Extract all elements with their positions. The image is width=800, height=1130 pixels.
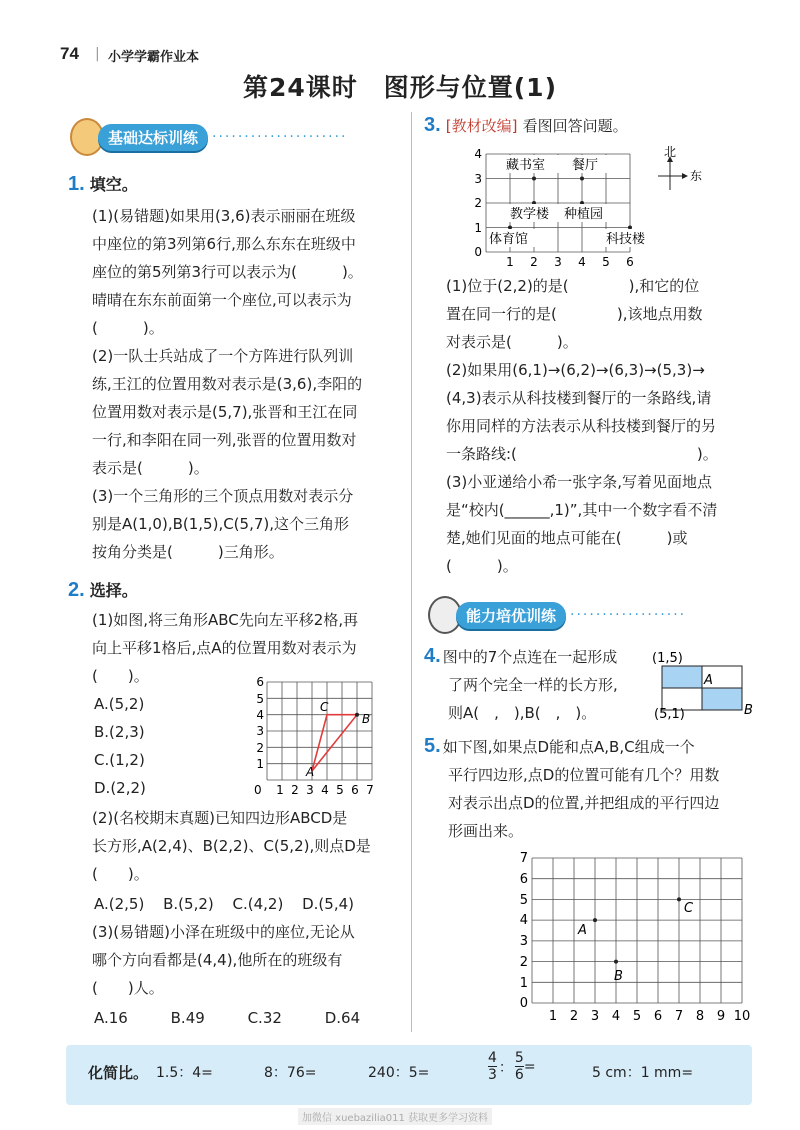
q5-line: 对表示出点D的位置,并把组成的平行四边 bbox=[448, 794, 720, 812]
tick: 5 bbox=[256, 692, 264, 706]
q1-title: 填空。 bbox=[89, 175, 138, 194]
section-advanced-dots: ·················· bbox=[570, 607, 687, 623]
section-basic-label: 基础达标训练 bbox=[98, 124, 208, 151]
tick: 1 bbox=[506, 255, 514, 269]
q2-number: 2. bbox=[68, 579, 85, 601]
q2-p3-option[interactable]: B.49 bbox=[170, 1009, 205, 1027]
tick: 4 bbox=[578, 255, 586, 269]
tick: 5 bbox=[602, 255, 610, 269]
section-advanced-label: 能力培优训练 bbox=[456, 602, 566, 629]
q5-number: 5. bbox=[424, 735, 441, 757]
q2-p3-option[interactable]: A.16 bbox=[94, 1009, 128, 1027]
footer-fraction-ratio bbox=[488, 1050, 536, 1083]
q2-p2-option[interactable]: D.(5,4) bbox=[302, 895, 354, 913]
q1-p3-line: 按角分类是( )三角形。 bbox=[92, 543, 284, 561]
tick: 1 bbox=[519, 976, 528, 991]
q4-fig-b: B bbox=[744, 703, 753, 718]
q3-tag: [教材改编] bbox=[445, 117, 518, 135]
point-c-dot bbox=[677, 897, 681, 901]
tick: 7 bbox=[519, 851, 528, 866]
q2-p1-option[interactable]: A.(5,2) bbox=[94, 695, 145, 713]
q2-p1-line: ( )。 bbox=[92, 667, 149, 685]
q5-line: 如下图,如果点D能和点A,B,C组成一个 bbox=[442, 738, 695, 756]
q2-p2-line: (2)(名校期末真题)已知四边形ABCD是 bbox=[92, 809, 348, 827]
q1-p1-line: 中座位的第3列第6行,那么东东在班级中 bbox=[92, 235, 356, 253]
place-tech-building: 科技楼 bbox=[606, 232, 646, 247]
footer-ratio-5: 5 cm：1 mm= bbox=[592, 1065, 694, 1081]
q4-number: 4. bbox=[424, 645, 441, 667]
q5-line: 形画出来。 bbox=[448, 822, 524, 840]
q3-p3-line: 是“校内(______,1)”,其中一个数字看不清 bbox=[446, 501, 718, 519]
q4-fig-a: A bbox=[704, 673, 713, 688]
q2-p2-line: 长方形,A(2,4)、B(2,2)、C(5,2),则点D是 bbox=[92, 837, 371, 855]
campus-map-figure bbox=[470, 142, 710, 270]
fraction-1-num: 4 bbox=[488, 1050, 497, 1066]
map-place-labels bbox=[487, 155, 660, 247]
q2-p2 bbox=[92, 804, 407, 888]
q3-title: 看图回答问题。 bbox=[522, 117, 628, 135]
tick: 5 bbox=[632, 1009, 642, 1024]
q1-p1-line: 座位的第5列第3行可以表示为( )。 bbox=[92, 263, 363, 281]
q2-p3-line: ( )人。 bbox=[92, 979, 164, 997]
fraction-2-num: 5 bbox=[514, 1050, 524, 1066]
q1-p2-line: 位置用数对表示是(5,7),张晋和王江在同 bbox=[92, 403, 358, 421]
grid1-label-c: C bbox=[320, 700, 329, 714]
tick: 2 bbox=[530, 255, 538, 269]
grid2-y-ticks bbox=[520, 851, 528, 1011]
q1-p3-line: (3)一个三角形的三个顶点用数对表示分 bbox=[92, 487, 354, 505]
tick: 5 bbox=[336, 783, 344, 796]
q2-p1-line: (1)如图,将三角形ABC先向左平移2格,再 bbox=[92, 611, 359, 629]
q5-line: 平行四边形,点D的位置可能有几个？用数 bbox=[448, 766, 720, 784]
column-divider bbox=[411, 112, 412, 1032]
tick: 3 bbox=[519, 934, 528, 949]
point-b-dot bbox=[614, 960, 618, 964]
place-teaching-building: 教学楼 bbox=[510, 207, 550, 222]
q1-heading bbox=[68, 172, 138, 196]
q2-p1-option[interactable]: C.(1,2) bbox=[94, 751, 145, 769]
q2-p3 bbox=[92, 918, 407, 1002]
q4-fig-p2: (5,1) bbox=[654, 707, 685, 720]
grid1-lines bbox=[267, 682, 372, 780]
tick: 6 bbox=[351, 783, 359, 796]
map-point bbox=[508, 226, 512, 230]
grid2-x-ticks bbox=[549, 1009, 750, 1024]
tick: 6 bbox=[626, 255, 634, 269]
q2-p1-option[interactable]: B.(2,3) bbox=[94, 723, 145, 741]
q3-p1-line: (1)位于(2,2)的是( ),和它的位 bbox=[446, 277, 700, 295]
tick: 7 bbox=[674, 1009, 684, 1024]
tick: 2 bbox=[569, 1009, 579, 1024]
header-separator: | bbox=[95, 46, 100, 62]
q2-p2-options bbox=[94, 890, 354, 918]
fraction-equals: = bbox=[523, 1058, 536, 1075]
tick: 4 bbox=[321, 783, 329, 796]
tick: 1 bbox=[474, 221, 482, 235]
compass-north: 北 bbox=[664, 145, 677, 159]
grid1-label-a: A bbox=[306, 765, 315, 779]
grid2-label-c: C bbox=[684, 901, 694, 916]
q2-p1-option[interactable]: D.(2,2) bbox=[94, 779, 146, 797]
tick: 6 bbox=[653, 1009, 663, 1024]
q4-body bbox=[424, 642, 654, 727]
q4-line: 图中的7个点连在一起形成 bbox=[442, 648, 618, 666]
q4-fig-p1: (1,5) bbox=[652, 651, 683, 666]
page-number: 74 bbox=[60, 44, 79, 63]
compass-icon bbox=[658, 145, 702, 190]
fraction-1 bbox=[488, 1050, 497, 1083]
point-b-dot bbox=[355, 713, 359, 717]
watermark: 加微信 xuebazilia011 获取更多学习资料 bbox=[298, 1108, 492, 1125]
map-y-ticks bbox=[474, 147, 482, 259]
fraction-separator: ： bbox=[498, 1059, 513, 1076]
map-point bbox=[628, 226, 632, 230]
q2-p1-line: 向上平移1格后,点A的位置用数对表示为 bbox=[92, 639, 357, 657]
q1-p2-line: (2)一队士兵站成了一个方阵进行队列训 bbox=[92, 347, 354, 365]
q3-p3-line: (3)小亚递给小希一张字条,写着见面地点 bbox=[446, 473, 713, 491]
q1-p2-line: 表示是( )。 bbox=[92, 459, 209, 477]
tick: 1 bbox=[276, 783, 284, 796]
q2-p2-option[interactable]: A.(2,5) bbox=[94, 895, 145, 913]
place-garden: 种植园 bbox=[564, 207, 604, 222]
triangle-grid-figure bbox=[252, 668, 387, 796]
q2-p3-option[interactable]: C.32 bbox=[247, 1009, 282, 1027]
tick: 3 bbox=[306, 783, 314, 796]
q2-p3-option[interactable]: D.64 bbox=[324, 1009, 361, 1027]
tick: 9 bbox=[716, 1009, 726, 1024]
fraction-2-den: 6 bbox=[514, 1067, 524, 1083]
q1-p2-line: 练,王江的位置用数对表示是(3,6),李阳的 bbox=[92, 375, 363, 393]
q3-p1-line: 对表示是( )。 bbox=[446, 333, 578, 351]
triangle-abc bbox=[312, 715, 357, 771]
grid2-lines bbox=[532, 858, 742, 1003]
tick: 1 bbox=[256, 757, 264, 771]
book-title: 小学学霸作业本 bbox=[108, 50, 200, 65]
q3-p3-line: 楚,她们见面的地点可能在( )或 bbox=[446, 529, 688, 547]
grid1-x-ticks bbox=[254, 783, 374, 796]
q2-p3-line: (3)(易错题)小泽在班级中的座位,无论从 bbox=[92, 923, 355, 941]
parallelogram-grid-figure bbox=[510, 846, 755, 1026]
q1-p1-line: 晴晴在东东前面第一个座位,可以表示为 bbox=[92, 291, 352, 309]
q3-p1-line: 置在同一行的是( ),该地点用数 bbox=[446, 305, 703, 323]
rectangle-2 bbox=[702, 688, 742, 710]
fraction-1-den: 3 bbox=[488, 1067, 497, 1083]
q3-p2-line: (4,3)表示从科技楼到餐厅的一条路线,请 bbox=[446, 389, 712, 407]
q2-heading bbox=[68, 578, 138, 602]
q2-p2-option[interactable]: B.(5,2) bbox=[163, 895, 214, 913]
q1-p2-line: 一行,和李阳在同一列,张晋的位置用数对 bbox=[92, 431, 357, 449]
q1-p1-line: ( )。 bbox=[92, 319, 164, 337]
tick: 3 bbox=[554, 255, 562, 269]
tick: 3 bbox=[256, 724, 264, 738]
tick: 1 bbox=[548, 1009, 558, 1024]
q3-heading bbox=[424, 114, 628, 137]
q2-p1-options bbox=[94, 690, 146, 802]
section-basic-dots: ····················· bbox=[212, 129, 348, 145]
grid1-label-b: B bbox=[362, 712, 371, 726]
tick: 10 bbox=[733, 1009, 751, 1024]
q1-number: 1. bbox=[68, 173, 85, 195]
tick: 2 bbox=[256, 741, 264, 755]
tick: 7 bbox=[366, 783, 374, 796]
q2-p2-line: ( )。 bbox=[92, 865, 149, 883]
q1-p3-line: 别是A(1,0),B(1,5),C(5,7),这个三角形 bbox=[92, 515, 350, 533]
q1-body bbox=[92, 202, 407, 566]
compass-east: 东 bbox=[690, 169, 703, 183]
lesson-title: 第24课时 图形与位置(1) bbox=[242, 73, 558, 102]
section-advanced bbox=[428, 596, 686, 634]
q1-p1-line: (1)(易错题)如果用(3,6)表示丽丽在班级 bbox=[92, 207, 356, 225]
footer-ratio-2: 8：76= bbox=[264, 1065, 317, 1081]
map-x-ticks bbox=[506, 255, 634, 269]
place-canteen: 餐厅 bbox=[572, 158, 599, 173]
q4-line: 了两个完全一样的长方形, bbox=[448, 676, 618, 694]
tick: 4 bbox=[256, 708, 264, 722]
footer-label: 化简比。 bbox=[88, 1064, 149, 1082]
q2-p3-line: 哪个方向看都是(4,4),他所在的班级有 bbox=[92, 951, 343, 969]
tick: 2 bbox=[519, 955, 528, 970]
point-a-dot bbox=[593, 918, 597, 922]
tick: 6 bbox=[519, 872, 528, 887]
tick: 3 bbox=[474, 172, 482, 186]
tick: 2 bbox=[474, 196, 482, 210]
q2-title: 选择。 bbox=[89, 581, 138, 600]
q2-p3-options bbox=[94, 1004, 360, 1032]
place-library: 藏书室 bbox=[506, 158, 546, 173]
grid1-y-ticks bbox=[256, 675, 264, 771]
footer-ratio-3: 240：5= bbox=[368, 1065, 430, 1081]
fraction-2 bbox=[515, 1050, 524, 1083]
q3-p2-line: 一条路线:( )。 bbox=[446, 445, 718, 463]
tick: 0 bbox=[474, 245, 482, 259]
q3-p2-line: (2)如果用(6,1)→(6,2)→(6,3)→(5,3)→ bbox=[446, 361, 705, 379]
tick: 0 bbox=[254, 783, 262, 796]
tick: 2 bbox=[291, 783, 299, 796]
q3-p3-line: ( )。 bbox=[446, 557, 518, 575]
place-gym: 体育馆 bbox=[489, 232, 529, 247]
q4-line: 则A( , ),B( , )。 bbox=[448, 704, 597, 722]
map-point bbox=[532, 177, 536, 181]
q3-p2-line: 你用同样的方法表示从科技楼到餐厅的另 bbox=[446, 417, 717, 435]
rectangle-1 bbox=[662, 666, 702, 688]
grid2-label-a: A bbox=[578, 923, 587, 938]
q3-body bbox=[446, 272, 761, 580]
q5-body bbox=[424, 732, 754, 845]
tick: 4 bbox=[611, 1009, 621, 1024]
tick: 3 bbox=[590, 1009, 600, 1024]
tick: 0 bbox=[519, 996, 528, 1011]
tick: 4 bbox=[519, 913, 528, 928]
q2-p2-option[interactable]: C.(4,2) bbox=[232, 895, 284, 913]
tick: 8 bbox=[695, 1009, 705, 1024]
section-basic bbox=[70, 118, 347, 156]
grid2-label-b: B bbox=[614, 969, 623, 984]
two-rectangles-figure bbox=[650, 646, 760, 720]
q3-number: 3. bbox=[424, 114, 441, 136]
tick: 6 bbox=[256, 675, 264, 689]
map-point bbox=[580, 177, 584, 181]
tick: 5 bbox=[519, 893, 528, 908]
footer-ratio-1: 1.5：4= bbox=[156, 1065, 213, 1081]
tick: 4 bbox=[474, 147, 482, 161]
